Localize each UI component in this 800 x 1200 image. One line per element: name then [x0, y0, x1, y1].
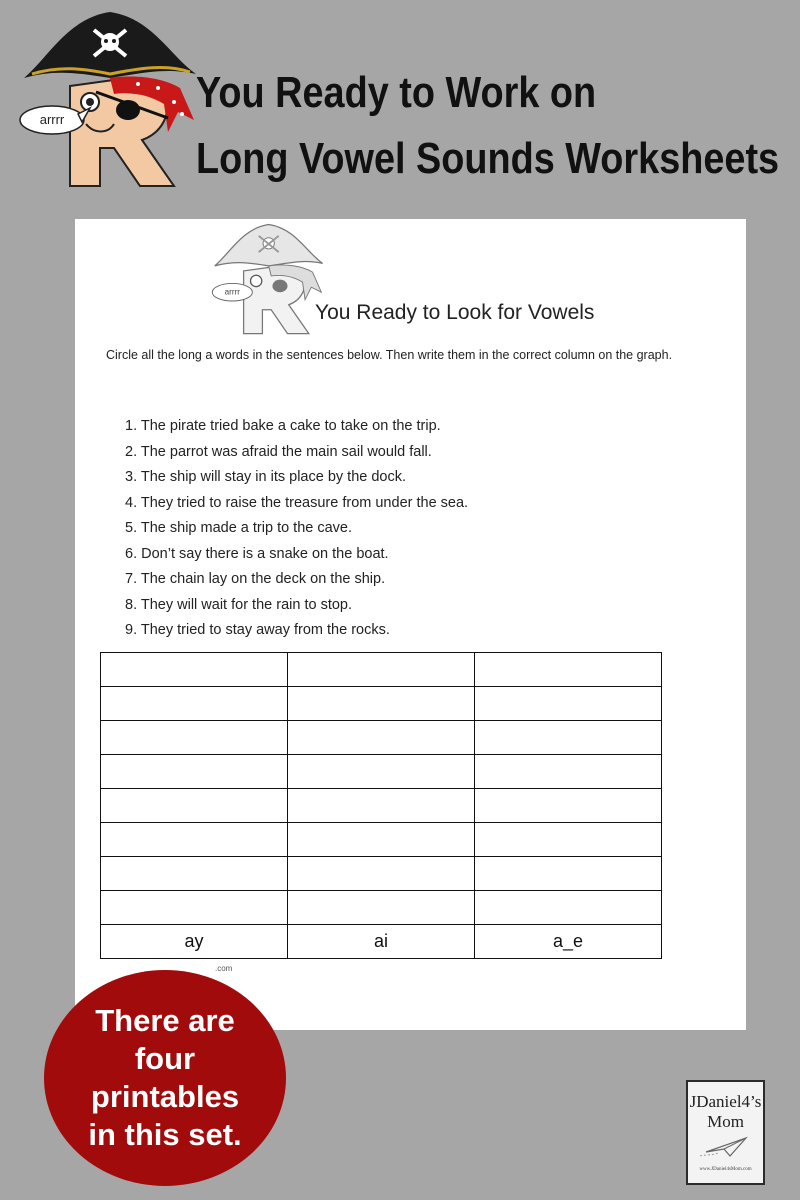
table-row: [101, 653, 662, 687]
worksheet-instructions: Circle all the long a words in the sentences below. Then write them in the correct column on the graph.: [106, 348, 673, 362]
paper-plane-icon: [696, 1134, 756, 1160]
list-item: 8. They will wait for the rain to stop.: [125, 596, 353, 613]
table-row: [101, 857, 662, 891]
badge-line: There are: [95, 1003, 235, 1038]
badge-line: four: [134, 1041, 196, 1076]
badge-line: printables: [90, 1079, 240, 1114]
list-item: 6. Don’t say there is a snake on the boat.: [125, 545, 389, 562]
vowel-sort-table: [100, 652, 662, 959]
sentence-list: [125, 414, 468, 644]
title-line-1: You Ready to Work on: [196, 68, 597, 117]
table-row: [101, 823, 662, 857]
column-label-ay: ay: [101, 925, 288, 959]
column-label-ai: ai: [288, 925, 475, 959]
page-title: [196, 60, 780, 192]
list-item: 1. The pirate tried bake a cake to take on the trip.: [125, 418, 441, 434]
brand-logo: [686, 1080, 765, 1185]
worksheet-preview: [75, 219, 746, 1030]
list-item: 7. The chain lay on the deck on the ship.: [125, 571, 386, 587]
brand-name-line: JDaniel4’s: [689, 1092, 762, 1111]
brand-url: www.JDaniel4sMom.com: [699, 1167, 752, 1172]
worksheet-pirate-logo: [209, 222, 329, 338]
table-row: [101, 789, 662, 823]
table-row: [101, 687, 662, 721]
speech-bubble-text: arrrr: [39, 112, 65, 127]
worksheet-speech-bubble-text: arrrr: [224, 287, 241, 297]
worksheet-title: You Ready to Look for Vowels: [315, 301, 595, 324]
pirate-r-logo: [18, 8, 203, 193]
title-line-2: Long Vowel Sounds Worksheets: [196, 134, 780, 183]
list-item: 9. They tried to stay away from the rocks.: [125, 622, 390, 638]
table-header-row: [101, 925, 662, 959]
badge-line: in this set.: [88, 1117, 242, 1152]
column-label-a-e: a_e: [475, 925, 662, 959]
list-item: 2. The parrot was afraid the main sail would fall.: [125, 443, 432, 460]
brand-name-line: Mom: [707, 1112, 744, 1131]
list-item: 3. The ship will stay in its place by the dock.: [125, 469, 407, 485]
printables-badge: [44, 970, 286, 1186]
table-row: [101, 721, 662, 755]
table-row: [101, 891, 662, 925]
worksheet-footer-url: .com: [215, 964, 233, 973]
table-row: [101, 755, 662, 789]
brand-name: [688, 1092, 763, 1132]
list-item: 4. They tried to raise the treasure from under the sea.: [125, 494, 469, 511]
list-item: 5. The ship made a trip to the cave.: [125, 520, 353, 536]
badge-text: [70, 1002, 260, 1154]
